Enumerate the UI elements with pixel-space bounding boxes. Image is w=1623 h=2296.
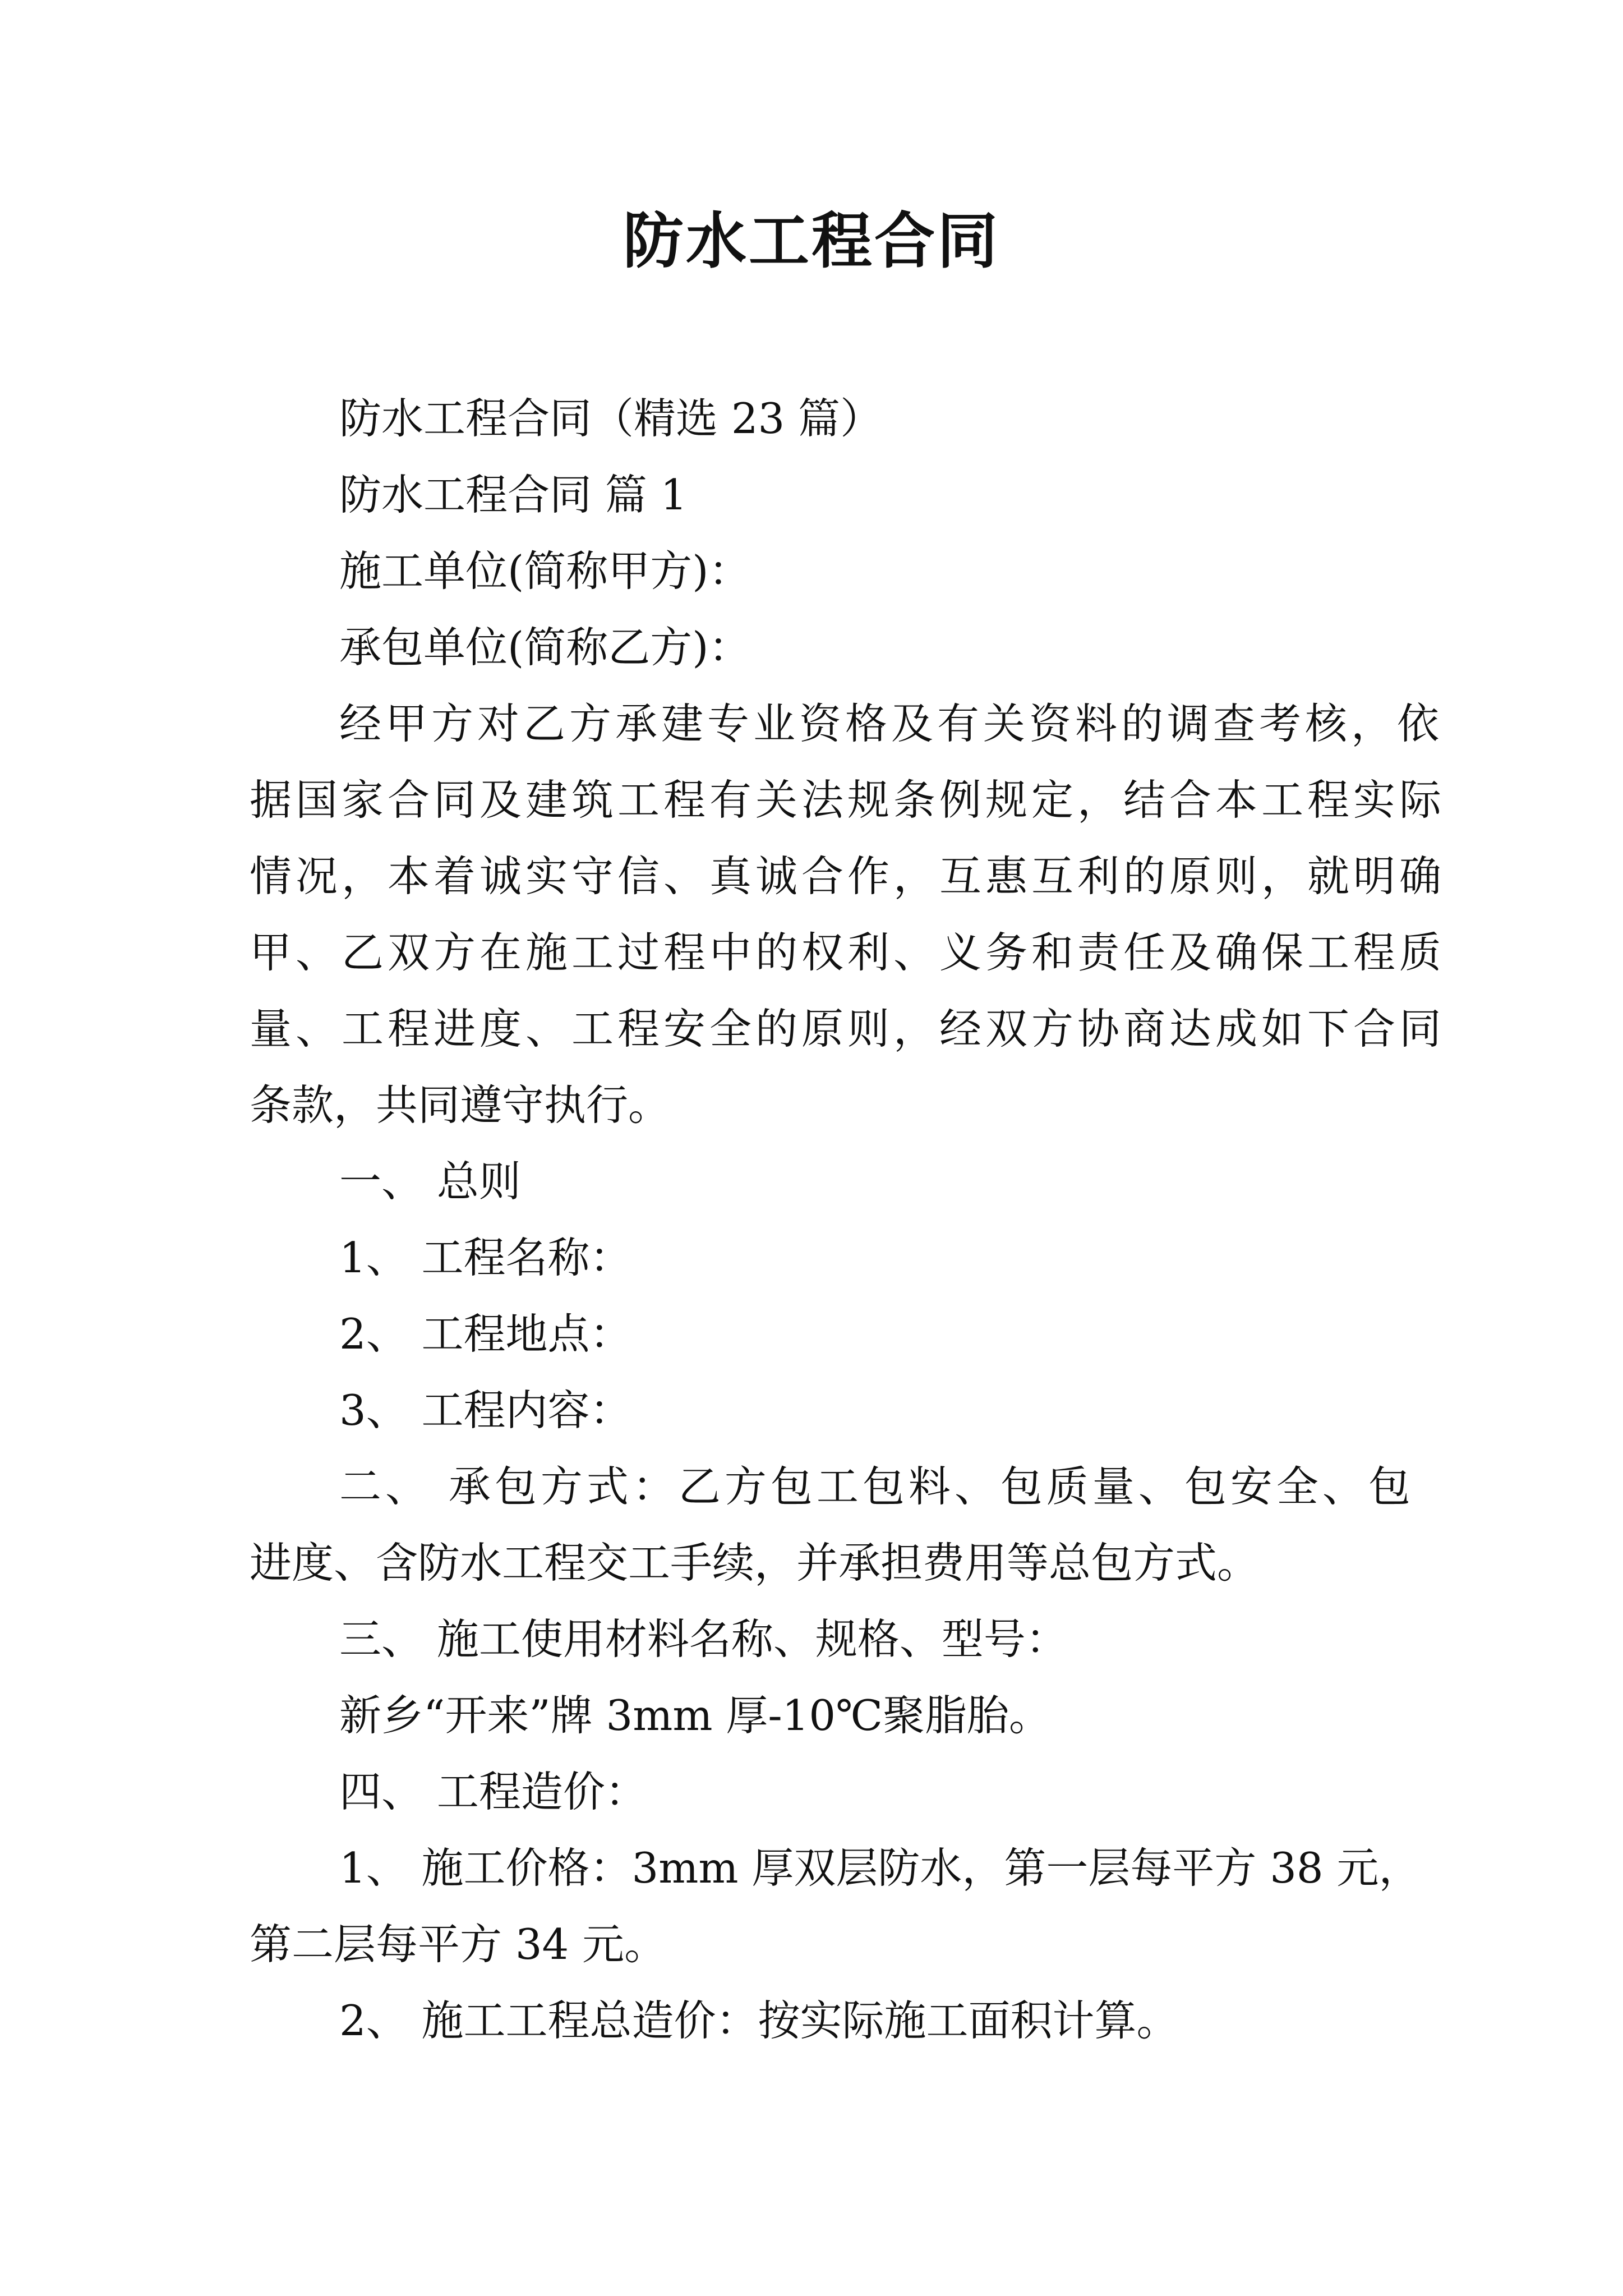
paragraph-line: 甲、乙双方在施工过程中的权利、义务和责任及确保工程质 [250, 928, 1446, 977]
clause-heading: 一、 总则 [339, 1157, 521, 1206]
section-heading: 防水工程合同 篇 1 [339, 470, 688, 519]
paragraph-line: 量、工程进度、工程安全的原则，经双方协商达成如下合同 [250, 1004, 1446, 1053]
paragraph-line: 据国家合同及建筑工程有关法规条例规定，结合本工程实际 [250, 775, 1446, 825]
document-title: 防水工程合同 [623, 206, 1000, 277]
clause-item: 1、 施工价格：3mm 厚双层防水，第一层每平方 38 元， [339, 1843, 1421, 1893]
paragraph-line: 进度、含防水工程交工手续，并承担费用等总包方式。 [250, 1538, 1260, 1588]
clause-item: 2、 施工工程总造价：按实际施工面积计算。 [339, 1996, 1179, 2045]
clause-item: 2、 工程地点： [339, 1309, 632, 1359]
party-b-line: 承包单位(简称乙方)： [339, 623, 751, 672]
paragraph-line: 新乡“开来”牌 3mm 厚-10℃聚脂胎。 [339, 1691, 1051, 1740]
paragraph-line: 经甲方对乙方承建专业资格及有关资料的调查考核，依 [339, 699, 1444, 748]
document-body [250, 380, 1446, 2059]
clause-item: 3、 工程内容： [339, 1386, 632, 1435]
paragraph-line: 情况，本着诚实守信、真诚合作，互惠互利的原则，就明确 [250, 852, 1446, 901]
clause-heading: 三、 施工使用材料名称、规格、型号： [339, 1614, 1068, 1664]
clause-heading: 二、 承包方式：乙方包工包料、包质量、包安全、包 [339, 1462, 1414, 1511]
paragraph-line: 第二层每平方 34 元。 [250, 1920, 667, 1969]
subtitle-line: 防水工程合同（精选 23 篇） [339, 394, 883, 443]
clause-heading: 四、 工程造价： [339, 1767, 647, 1816]
paragraph-line: 条款，共同遵守执行。 [250, 1080, 671, 1130]
party-a-line: 施工单位(简称甲方)： [339, 546, 751, 596]
clause-item: 1、 工程名称： [339, 1233, 632, 1282]
